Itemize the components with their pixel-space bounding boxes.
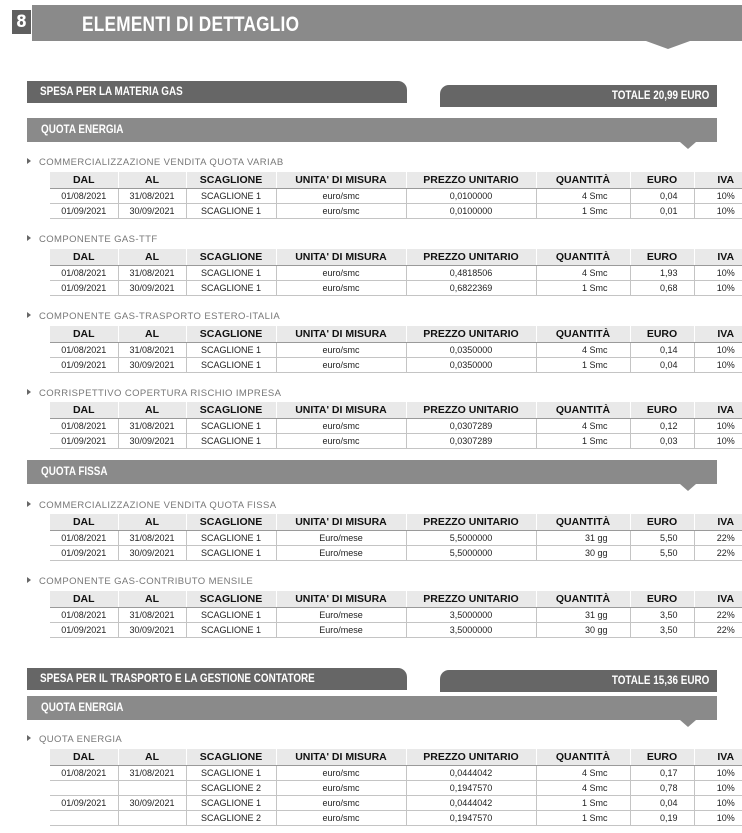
prezzo-cell: 0,0307289 — [406, 418, 536, 433]
table-row — [50, 607, 742, 622]
iva-header: IVA — [694, 514, 742, 530]
prezzo-cell: 0,0350000 — [406, 357, 536, 372]
dal-cell: 01/08/2021 — [50, 342, 118, 357]
al-cell: 30/09/2021 — [118, 203, 186, 218]
iva-cell: 10% — [694, 342, 742, 357]
table-row — [50, 357, 742, 372]
prezzo-header: PREZZO UNITARIO — [406, 172, 536, 188]
triangle-bullet-icon — [27, 158, 31, 164]
quantita-header: QUANTITÀ — [536, 591, 630, 607]
euro-header: EURO — [630, 514, 694, 530]
prezzo-cell: 0,0100000 — [406, 203, 536, 218]
euro-cell: 1,93 — [630, 265, 694, 280]
prezzo-cell: 0,0444042 — [406, 795, 536, 810]
dal-cell: 01/09/2021 — [50, 795, 118, 810]
scaglione-cell: SCAGLIONE 1 — [186, 795, 276, 810]
scaglione-cell: SCAGLIONE 1 — [186, 188, 276, 203]
euro-header: EURO — [630, 402, 694, 418]
scaglione-cell: SCAGLIONE 1 — [186, 357, 276, 372]
table-row — [50, 545, 742, 560]
prezzo-cell: 0,4818506 — [406, 265, 536, 280]
euro-cell: 0,19 — [630, 810, 694, 825]
al-cell: 31/08/2021 — [118, 418, 186, 433]
euro-cell: 0,03 — [630, 433, 694, 448]
al-cell: 31/08/2021 — [118, 342, 186, 357]
prezzo-cell: 0,0444042 — [406, 765, 536, 780]
unita-cell: euro/smc — [276, 188, 406, 203]
iva-cell: 10% — [694, 265, 742, 280]
unita-header: UNITA' DI MISURA — [276, 326, 406, 342]
iva-header: IVA — [694, 591, 742, 607]
scaglione-cell: SCAGLIONE 1 — [186, 622, 276, 637]
iva-cell: 10% — [694, 795, 742, 810]
triangle-bullet-icon — [27, 389, 31, 395]
item-label: CORRISPETTIVO COPERTURA RISCHIO IMPRESA — [27, 388, 281, 399]
al-cell: 31/08/2021 — [118, 530, 186, 545]
al-cell: 30/09/2021 — [118, 433, 186, 448]
euro-cell: 3,50 — [630, 607, 694, 622]
triangle-bullet-icon — [27, 577, 31, 583]
table-row — [50, 433, 742, 448]
dal-header: DAL — [50, 326, 118, 342]
al-header: AL — [118, 249, 186, 265]
dal-cell: 01/09/2021 — [50, 203, 118, 218]
euro-cell: 5,50 — [630, 545, 694, 560]
euro-cell: 0,78 — [630, 780, 694, 795]
table-header-row — [50, 591, 742, 607]
detail-table — [50, 749, 742, 826]
dal-header: DAL — [50, 514, 118, 530]
table-row — [50, 188, 742, 203]
al-cell: 31/08/2021 — [118, 188, 186, 203]
table-header-row — [50, 402, 742, 418]
unita-cell: euro/smc — [276, 780, 406, 795]
prezzo-cell: 0,1947570 — [406, 780, 536, 795]
unita-cell: Euro/mese — [276, 530, 406, 545]
iva-cell: 10% — [694, 433, 742, 448]
quantita-cell: 4 Smc — [536, 342, 630, 357]
table-row — [50, 810, 742, 825]
prezzo-cell: 5,5000000 — [406, 545, 536, 560]
quantita-header: QUANTITÀ — [536, 172, 630, 188]
dal-cell: 01/09/2021 — [50, 280, 118, 295]
dal-cell: 01/08/2021 — [50, 530, 118, 545]
scaglione-header: SCAGLIONE — [186, 402, 276, 418]
quantita-cell: 1 Smc — [536, 357, 630, 372]
unita-header: UNITA' DI MISURA — [276, 591, 406, 607]
dal-cell: 01/09/2021 — [50, 357, 118, 372]
section-total-materia-gas: TOTALE 20,99 EURO — [440, 85, 717, 107]
item-label: COMPONENTE GAS-TTF — [27, 234, 158, 245]
unita-header: UNITA' DI MISURA — [276, 402, 406, 418]
dal-cell: 01/09/2021 — [50, 545, 118, 560]
scaglione-cell: SCAGLIONE 1 — [186, 530, 276, 545]
scaglione-cell: SCAGLIONE 1 — [186, 342, 276, 357]
prezzo-header: PREZZO UNITARIO — [406, 249, 536, 265]
triangle-bullet-icon — [27, 235, 31, 241]
dal-header: DAL — [50, 591, 118, 607]
quantita-cell: 31 gg — [536, 530, 630, 545]
quantita-header: QUANTITÀ — [536, 326, 630, 342]
detail-table — [50, 402, 742, 449]
scaglione-header: SCAGLIONE — [186, 514, 276, 530]
unita-cell: Euro/mese — [276, 622, 406, 637]
euro-header: EURO — [630, 326, 694, 342]
unita-cell: euro/smc — [276, 433, 406, 448]
iva-cell: 22% — [694, 607, 742, 622]
dal-cell: 01/09/2021 — [50, 433, 118, 448]
dal-cell: 01/08/2021 — [50, 265, 118, 280]
item-label: COMMERCIALIZZAZIONE VENDITA QUOTA FISSA — [27, 500, 276, 511]
subsection-quota-energia: QUOTA ENERGIA — [27, 118, 717, 142]
al-header: AL — [118, 326, 186, 342]
iva-header: IVA — [694, 749, 742, 765]
scaglione-cell: SCAGLIONE 1 — [186, 545, 276, 560]
unita-cell: Euro/mese — [276, 607, 406, 622]
dal-cell: 01/09/2021 — [50, 622, 118, 637]
al-cell: 31/08/2021 — [118, 607, 186, 622]
iva-header: IVA — [694, 326, 742, 342]
subsection-notch — [680, 720, 696, 727]
euro-header: EURO — [630, 591, 694, 607]
item-label: COMPONENTE GAS-TRASPORTO ESTERO-ITALIA — [27, 311, 280, 322]
unita-cell: euro/smc — [276, 418, 406, 433]
table-row — [50, 622, 742, 637]
section-title-trasporto: SPESA PER IL TRASPORTO E LA GESTIONE CONTATORE — [27, 668, 407, 690]
iva-cell: 22% — [694, 530, 742, 545]
unita-cell: euro/smc — [276, 795, 406, 810]
section-title-materia-gas: SPESA PER LA MATERIA GAS — [27, 81, 407, 103]
al-header: AL — [118, 514, 186, 530]
iva-header: IVA — [694, 172, 742, 188]
al-cell: 30/09/2021 — [118, 357, 186, 372]
unita-cell: euro/smc — [276, 265, 406, 280]
unita-cell: euro/smc — [276, 342, 406, 357]
euro-cell: 0,12 — [630, 418, 694, 433]
quantita-cell: 4 Smc — [536, 418, 630, 433]
iva-cell: 10% — [694, 780, 742, 795]
euro-cell: 5,50 — [630, 530, 694, 545]
al-cell: 30/09/2021 — [118, 795, 186, 810]
unita-cell: euro/smc — [276, 357, 406, 372]
section-total-trasporto: TOTALE 15,36 EURO — [440, 670, 717, 692]
euro-cell: 0,04 — [630, 357, 694, 372]
subsection-notch — [680, 484, 696, 491]
iva-cell: 10% — [694, 357, 742, 372]
iva-cell: 10% — [694, 810, 742, 825]
table-header-row — [50, 326, 742, 342]
iva-cell: 10% — [694, 203, 742, 218]
quantita-header: QUANTITÀ — [536, 249, 630, 265]
iva-cell: 10% — [694, 765, 742, 780]
dal-header: DAL — [50, 172, 118, 188]
dal-header: DAL — [50, 402, 118, 418]
quantita-header: QUANTITÀ — [536, 514, 630, 530]
al-cell: 30/09/2021 — [118, 622, 186, 637]
table-row — [50, 530, 742, 545]
al-cell: 31/08/2021 — [118, 265, 186, 280]
item-label: COMMERCIALIZZAZIONE VENDITA QUOTA VARIAB — [27, 157, 284, 168]
quantita-header: QUANTITÀ — [536, 749, 630, 765]
item-label: QUOTA ENERGIA — [27, 734, 122, 745]
unita-header: UNITA' DI MISURA — [276, 514, 406, 530]
scaglione-cell: SCAGLIONE 2 — [186, 810, 276, 825]
quantita-cell: 30 gg — [536, 545, 630, 560]
dal-header: DAL — [50, 249, 118, 265]
unita-cell: euro/smc — [276, 810, 406, 825]
prezzo-cell: 3,5000000 — [406, 607, 536, 622]
scaglione-cell: SCAGLIONE 1 — [186, 203, 276, 218]
prezzo-cell: 0,0350000 — [406, 342, 536, 357]
euro-cell: 0,01 — [630, 203, 694, 218]
detail-table — [50, 514, 742, 561]
euro-header: EURO — [630, 249, 694, 265]
euro-cell: 0,04 — [630, 188, 694, 203]
quantita-cell: 4 Smc — [536, 188, 630, 203]
euro-cell: 0,68 — [630, 280, 694, 295]
triangle-bullet-icon — [27, 312, 31, 318]
prezzo-header: PREZZO UNITARIO — [406, 326, 536, 342]
subsection-quota-fissa: QUOTA FISSA — [27, 460, 717, 484]
euro-cell: 0,17 — [630, 765, 694, 780]
scaglione-cell: SCAGLIONE 1 — [186, 607, 276, 622]
iva-header: IVA — [694, 249, 742, 265]
scaglione-cell: SCAGLIONE 2 — [186, 780, 276, 795]
subsection-quota-energia-trasporto: QUOTA ENERGIA — [27, 696, 717, 720]
prezzo-header: PREZZO UNITARIO — [406, 514, 536, 530]
al-cell: 30/09/2021 — [118, 280, 186, 295]
scaglione-header: SCAGLIONE — [186, 249, 276, 265]
table-row — [50, 780, 742, 795]
al-cell — [118, 810, 186, 825]
al-cell: 30/09/2021 — [118, 545, 186, 560]
scaglione-cell: SCAGLIONE 1 — [186, 433, 276, 448]
triangle-bullet-icon — [27, 501, 31, 507]
unita-header: UNITA' DI MISURA — [276, 172, 406, 188]
al-cell: 31/08/2021 — [118, 765, 186, 780]
table-row — [50, 203, 742, 218]
prezzo-cell: 0,0100000 — [406, 188, 536, 203]
quantita-cell: 4 Smc — [536, 265, 630, 280]
iva-cell: 10% — [694, 188, 742, 203]
table-row — [50, 265, 742, 280]
scaglione-cell: SCAGLIONE 1 — [186, 265, 276, 280]
scaglione-header: SCAGLIONE — [186, 749, 276, 765]
item-label: COMPONENTE GAS-CONTRIBUTO MENSILE — [27, 576, 253, 587]
scaglione-cell: SCAGLIONE 1 — [186, 280, 276, 295]
euro-cell: 3,50 — [630, 622, 694, 637]
euro-cell: 0,04 — [630, 795, 694, 810]
unita-cell: euro/smc — [276, 765, 406, 780]
unita-header: UNITA' DI MISURA — [276, 249, 406, 265]
table-row — [50, 795, 742, 810]
table-row — [50, 765, 742, 780]
detail-table — [50, 172, 742, 219]
quantita-cell: 30 gg — [536, 622, 630, 637]
scaglione-cell: SCAGLIONE 1 — [186, 765, 276, 780]
prezzo-cell: 3,5000000 — [406, 622, 536, 637]
dal-cell: 01/08/2021 — [50, 765, 118, 780]
prezzo-cell: 0,1947570 — [406, 810, 536, 825]
prezzo-cell: 0,6822369 — [406, 280, 536, 295]
dal-cell — [50, 810, 118, 825]
euro-cell: 0,14 — [630, 342, 694, 357]
iva-cell: 10% — [694, 280, 742, 295]
table-row — [50, 342, 742, 357]
iva-cell: 22% — [694, 622, 742, 637]
unita-cell: euro/smc — [276, 203, 406, 218]
page-number: 8 — [12, 10, 31, 34]
prezzo-header: PREZZO UNITARIO — [406, 402, 536, 418]
quantita-cell: 1 Smc — [536, 795, 630, 810]
dal-cell: 01/08/2021 — [50, 188, 118, 203]
quantita-cell: 4 Smc — [536, 780, 630, 795]
al-header: AL — [118, 172, 186, 188]
scaglione-cell: SCAGLIONE 1 — [186, 418, 276, 433]
scaglione-header: SCAGLIONE — [186, 591, 276, 607]
prezzo-cell: 5,5000000 — [406, 530, 536, 545]
dal-cell: 01/08/2021 — [50, 418, 118, 433]
scaglione-header: SCAGLIONE — [186, 326, 276, 342]
unita-header: UNITA' DI MISURA — [276, 749, 406, 765]
detail-table — [50, 591, 742, 638]
al-header: AL — [118, 591, 186, 607]
quantita-cell: 1 Smc — [536, 433, 630, 448]
al-cell — [118, 780, 186, 795]
table-header-row — [50, 749, 742, 765]
detail-table — [50, 326, 742, 373]
table-header-row — [50, 514, 742, 530]
quantita-header: QUANTITÀ — [536, 402, 630, 418]
iva-header: IVA — [694, 402, 742, 418]
unita-cell: euro/smc — [276, 280, 406, 295]
dal-cell: 01/08/2021 — [50, 607, 118, 622]
quantita-cell: 31 gg — [536, 607, 630, 622]
unita-cell: Euro/mese — [276, 545, 406, 560]
quantita-cell: 1 Smc — [536, 280, 630, 295]
table-row — [50, 418, 742, 433]
quantita-cell: 4 Smc — [536, 765, 630, 780]
prezzo-header: PREZZO UNITARIO — [406, 749, 536, 765]
iva-cell: 10% — [694, 418, 742, 433]
page-title: ELEMENTI DI DETTAGLIO — [82, 13, 300, 36]
prezzo-header: PREZZO UNITARIO — [406, 591, 536, 607]
quantita-cell: 1 Smc — [536, 810, 630, 825]
iva-cell: 22% — [694, 545, 742, 560]
title-bar — [32, 5, 742, 41]
table-header-row — [50, 172, 742, 188]
dal-cell — [50, 780, 118, 795]
prezzo-cell: 0,0307289 — [406, 433, 536, 448]
quantita-cell: 1 Smc — [536, 203, 630, 218]
euro-header: EURO — [630, 749, 694, 765]
al-header: AL — [118, 402, 186, 418]
scaglione-header: SCAGLIONE — [186, 172, 276, 188]
table-row — [50, 280, 742, 295]
table-header-row — [50, 249, 742, 265]
triangle-bullet-icon — [27, 735, 31, 741]
detail-table — [50, 249, 742, 296]
dal-header: DAL — [50, 749, 118, 765]
subsection-notch — [680, 142, 696, 149]
title-bar-notch — [646, 41, 690, 49]
al-header: AL — [118, 749, 186, 765]
euro-header: EURO — [630, 172, 694, 188]
